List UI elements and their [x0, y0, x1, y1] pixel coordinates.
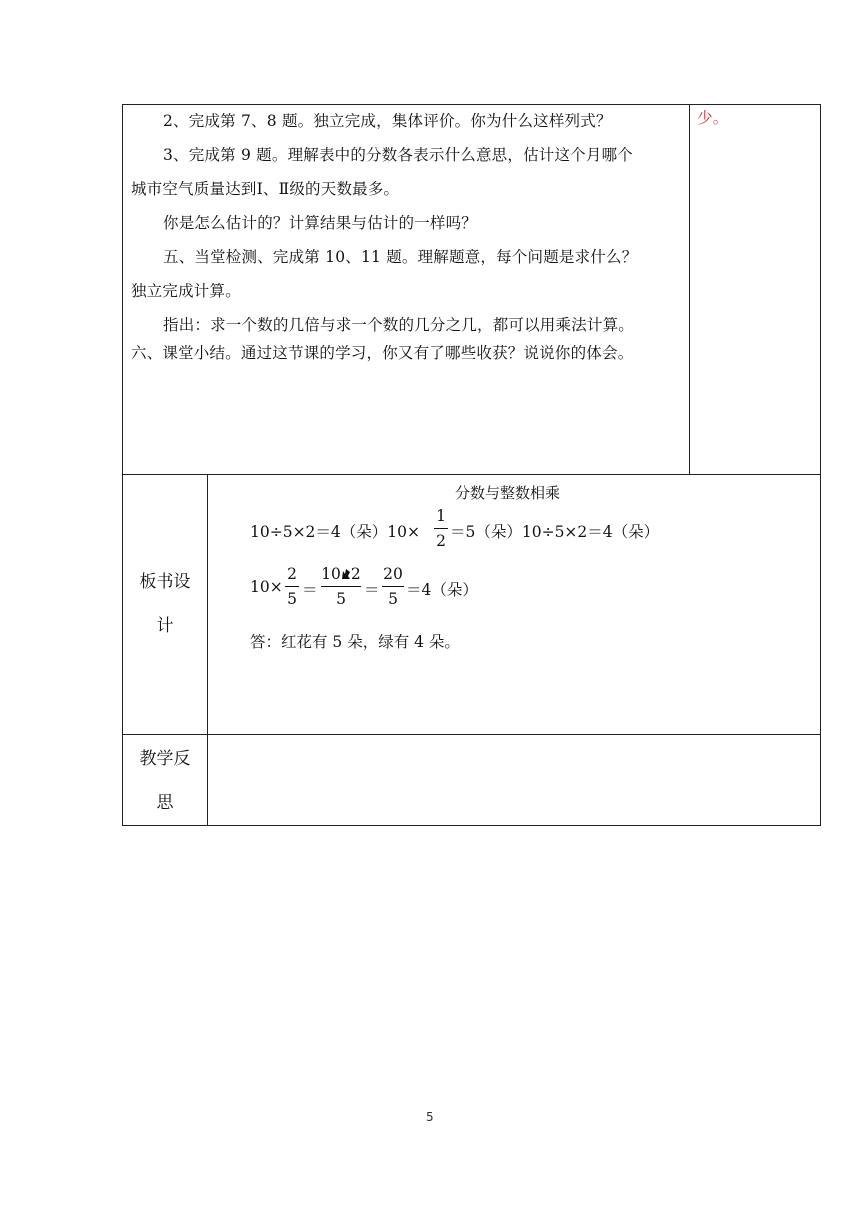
label-column-divider [207, 474, 208, 826]
board-eq2-fraction-1 [285, 565, 299, 608]
fraction-numerator: 20 [383, 565, 403, 583]
reflection-label-line-2: 思 [156, 793, 174, 813]
process-line-3: 城市空气质量达到Ⅰ、Ⅱ级的天数最多。 [131, 180, 400, 198]
process-line-6: 独立完成计算。 [131, 282, 241, 300]
row-divider-2 [122, 734, 821, 735]
board-title: 分数与整数相乘 [455, 484, 561, 502]
board-eq2-prefix: 10× [250, 578, 283, 596]
fraction-numerator: 1 [436, 507, 446, 525]
process-line-4: 你是怎么估计的？计算结果与估计的一样吗？ [163, 214, 478, 232]
fraction-denominator: 5 [336, 590, 346, 608]
reflection-label [123, 737, 207, 825]
fraction-numerator: 2 [287, 565, 297, 583]
broken-glyph-icon [341, 568, 351, 580]
fraction-bar [382, 586, 404, 587]
numerator-left: 10 [321, 565, 341, 583]
numerator-right: 2 [350, 565, 361, 583]
board-label-line-2: 计 [156, 616, 174, 636]
side-note: 少。 [697, 109, 729, 127]
fraction-denominator: 5 [287, 590, 297, 608]
board-eq1-fraction [434, 507, 448, 550]
board-answer: 答：红花有 5 朵，绿有 4 朵。 [250, 633, 460, 651]
fraction-bar [285, 586, 299, 587]
board-label [123, 560, 207, 648]
process-line-1: 2、完成第 7、8 题。独立完成，集体评价。你为什么这样列式？ [163, 112, 612, 130]
fraction-bar [434, 528, 448, 529]
board-eq2-fraction-2 [321, 565, 361, 608]
process-line-7: 指出：求一个数的几倍与求一个数的几分之几，都可以用乘法计算。 [163, 316, 635, 334]
reflection-label-line-1: 教学反 [139, 749, 191, 769]
board-label-line-1: 板书设 [139, 572, 191, 592]
board-equation-1a: 10÷5×2＝4（朵）10× [250, 523, 420, 541]
board-eq2-suffix: ＝4（朵） [406, 581, 478, 599]
fraction-bar [321, 586, 361, 587]
notes-column-divider [689, 104, 690, 475]
process-line-2: 3、完成第 9 题。理解表中的分数各表示什么意思，估计这个月哪个 [163, 146, 633, 164]
row-divider-1 [122, 474, 821, 475]
process-line-5: 五、当堂检测、完成第 10、11 题。理解题意，每个问题是求什么？ [163, 248, 638, 266]
fraction-denominator: 5 [388, 590, 398, 608]
fraction-numerator [321, 565, 361, 583]
board-eq2-equals-1: ＝ [302, 581, 318, 599]
board-equation-1b: ＝5（朵）10÷5×2＝4（朵） [450, 523, 660, 541]
board-eq2-fraction-3 [382, 565, 404, 608]
board-eq2-equals-2: ＝ [364, 581, 380, 599]
page-number: 5 [426, 1110, 434, 1124]
process-line-8: 六、课堂小结。通过这节课的学习，你又有了哪些收获？说说你的体会。 [131, 344, 634, 362]
fraction-denominator: 2 [436, 532, 446, 550]
